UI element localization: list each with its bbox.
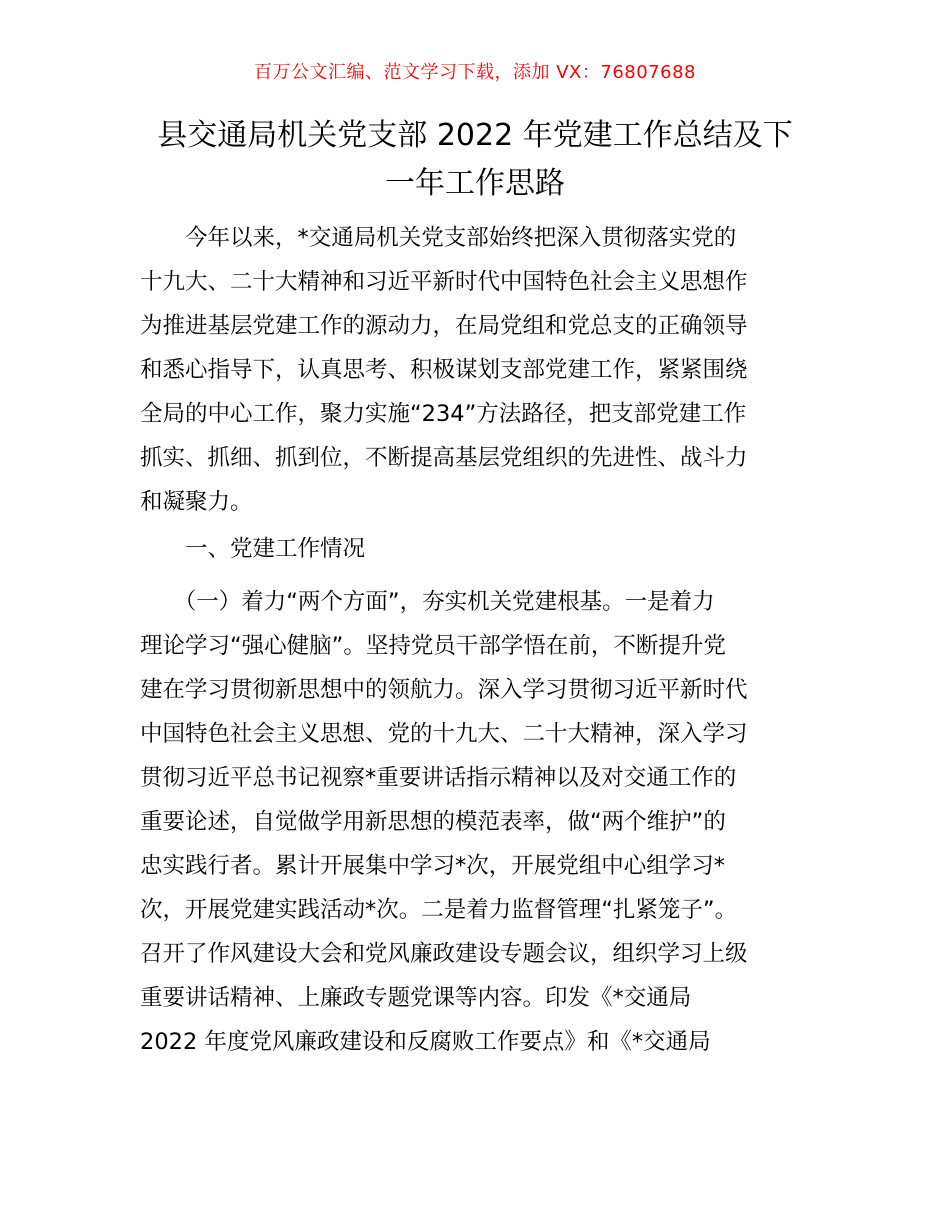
document-title	[140, 112, 810, 208]
paragraph-line: 建在学习贯彻新思想中的领航力。深入学习贯彻习近平新时代	[140, 677, 748, 703]
paragraph-line: 理论学习“强心健脑”。坚持党员干部学悟在前，不断提升党	[140, 633, 726, 659]
paragraph-line: 全局的中心工作，聚力实施“234”方法路径，把支部党建工作	[140, 401, 747, 427]
title-line: 县交通局机关党支部 2022 年党建工作总结及下	[157, 118, 793, 153]
paragraph-line: （一）着力“两个方面”，夯实机关党建根基。一是着力	[140, 589, 715, 615]
header-banner: 百万公文汇编、范文学习下载，添加 VX：76807688	[254, 62, 696, 83]
paragraph-line: 忠实践行者。累计开展集中学习*次，开展党组中心组学习*	[140, 853, 726, 879]
paragraph-line: 十九大、二十大精神和习近平新时代中国特色社会主义思想作	[140, 269, 748, 295]
paragraph-line: 召开了作风建设大会和党风廉政建设专题会议，组织学习上级	[140, 941, 748, 967]
paragraph-line: 为推进基层党建工作的源动力，在局党组和党总支的正确领导	[140, 313, 748, 339]
section-paragraph	[140, 580, 810, 1064]
section-heading	[140, 527, 810, 571]
paragraph-line: 和凝聚力。	[140, 489, 253, 515]
paragraph-line: 次，开展党建实践活动*次。二是着力监督管理“扎紧笼子”。	[140, 897, 738, 923]
paragraph-line: 和悉心指导下，认真思考、积极谋划支部党建工作，紧紧围绕	[140, 357, 748, 383]
paragraph-line: 今年以来，*交通局机关党支部始终把深入贯彻落实党的	[140, 225, 737, 251]
paragraph-line: 抓实、抓细、抓到位，不断提高基层党组织的先进性、战斗力	[140, 445, 748, 471]
title-line: 一年工作思路	[385, 166, 565, 201]
paragraph-line: 中国特色社会主义思想、党的十九大、二十大精神，深入学习	[140, 721, 748, 747]
intro-paragraph	[140, 216, 810, 524]
paragraph-line: 重要论述，自觉做学用新思想的模范表率，做“两个维护”的	[140, 809, 726, 835]
paragraph-line: 贯彻习近平总书记视察*重要讲话指示精神以及对交通工作的	[140, 765, 737, 791]
paragraph-line: 重要讲话精神、上廉政专题党课等内容。印发《*交通局	[140, 985, 692, 1011]
paragraph-line: 2022 年度党风廉政建设和反腐败工作要点》和《*交通局	[140, 1029, 711, 1055]
heading-line: 一、党建工作情况	[140, 536, 366, 562]
